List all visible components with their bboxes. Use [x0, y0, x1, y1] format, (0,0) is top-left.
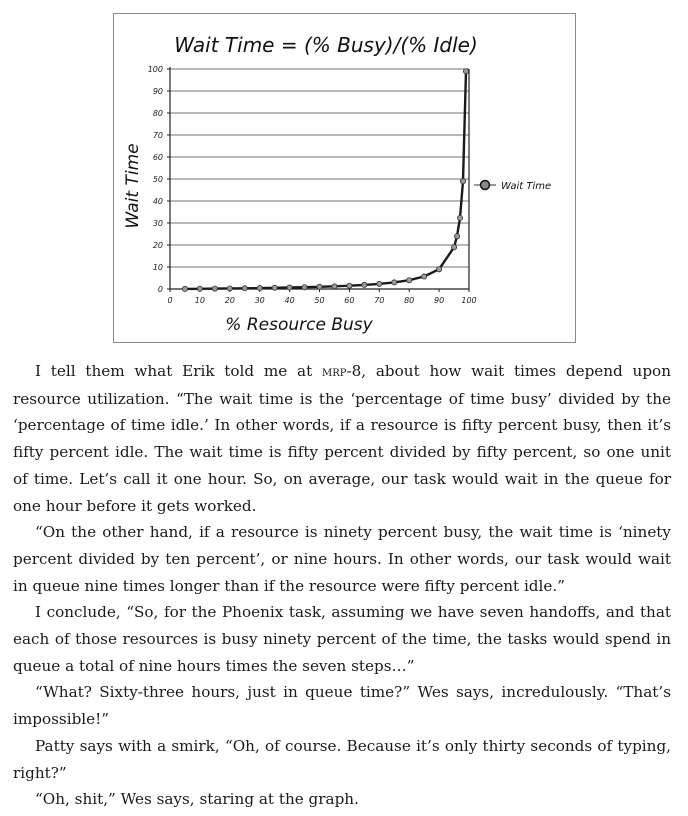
data-point: [460, 179, 465, 184]
data-point: [302, 285, 307, 290]
mrp-abbrev: mrp: [321, 364, 347, 380]
x-tick-label: 10: [194, 296, 205, 305]
y-tick-label: 40: [152, 197, 163, 206]
book-text: [13, 358, 671, 813]
data-point: [392, 280, 397, 285]
x-tick-label: 90: [434, 296, 445, 305]
y-tick-label: 20: [152, 241, 163, 250]
x-tick-label: 80: [404, 296, 415, 305]
data-point: [287, 285, 292, 290]
y-tick-label: 30: [152, 219, 163, 228]
data-point: [457, 215, 462, 220]
series-layer: [182, 69, 468, 292]
data-point: [437, 267, 442, 272]
legend-label: Wait Time: [501, 181, 552, 192]
paragraph: “What? Sixty-three hours, just in queue time?” Wes says, incredulously. “That’s impossible!”: [13, 683, 671, 729]
data-point: [182, 286, 187, 291]
paragraph: “On the other hand, if a resource is ninety percent busy, the wait time is ‘ninety percent divided by ten percent’, or nine hours. In other words, our task would wait in queue nine times longer than if the resource were fifty percent idle.”: [13, 523, 671, 595]
legend: [474, 181, 551, 193]
x-axis-label: % Resource Busy: [225, 315, 373, 335]
data-point: [227, 286, 232, 291]
paragraph: Patty says with a smirk, “Oh, of course. Because it’s only thirty seconds of typing, right?”: [13, 736, 671, 782]
data-point: [454, 234, 459, 239]
data-point: [463, 69, 468, 74]
y-axis-label: Wait Time: [123, 143, 143, 229]
x-tick-label: 70: [374, 296, 385, 305]
x-tick-label: 0: [167, 296, 173, 305]
x-tick-label: 40: [284, 296, 295, 305]
data-point: [422, 274, 427, 279]
data-point: [362, 282, 367, 287]
data-point: [257, 285, 262, 290]
chart-svg: [114, 14, 575, 342]
y-tick-label: 10: [152, 263, 163, 272]
x-tick-label: 30: [254, 296, 265, 305]
y-tick-label: 70: [152, 131, 163, 140]
grid-lines: [170, 69, 469, 267]
data-point: [451, 245, 456, 250]
data-point: [377, 281, 382, 286]
data-point: [347, 283, 352, 288]
y-tick-label: 90: [152, 87, 163, 96]
data-point: [407, 278, 412, 283]
data-point: [332, 284, 337, 289]
y-tick-label: 80: [152, 109, 163, 118]
chart-title: Wait Time = (% Busy)/(% Idle): [174, 33, 478, 57]
paragraph: “Oh, shit,” Wes says, staring at the graph.: [35, 790, 359, 809]
series-line: [185, 71, 466, 289]
x-tick-label: 100: [461, 296, 477, 305]
data-point: [242, 286, 247, 291]
paragraph: I conclude, “So, for the Phoenix task, assuming we have seven handoffs, and that each of those resources is busy ninety percent of the time, the tasks would spend in queue a total of nine hours times the seven steps…”: [13, 603, 671, 675]
tick-labels: [148, 65, 477, 305]
axes: [167, 67, 469, 292]
y-tick-label: 50: [152, 175, 163, 184]
data-point: [272, 285, 277, 290]
y-tick-label: 0: [157, 285, 163, 294]
y-tick-label: 60: [152, 153, 163, 162]
data-point: [317, 284, 322, 289]
x-tick-label: 20: [224, 296, 235, 305]
y-tick-label: 100: [147, 65, 163, 74]
legend-marker: [481, 181, 490, 190]
chart-figure: [113, 13, 576, 343]
x-tick-label: 60: [344, 296, 355, 305]
data-point: [197, 286, 202, 291]
data-point: [212, 286, 217, 291]
paragraph: I tell them what Erik told me at mrp-8, about how wait times depend upon resource utilization. “The wait time is the ‘percentage of time busy’ divided by the ‘percentage of time idle.’ In other words, if a resource is fifty percent busy, then it’s fifty percent idle. The wait time is fifty percent divided by fifty percent, so one unit of time. Let’s call it one hour. So, on average, our task would wait in the queue for one hour before it gets worked.: [13, 362, 671, 515]
x-tick-label: 50: [314, 296, 325, 305]
